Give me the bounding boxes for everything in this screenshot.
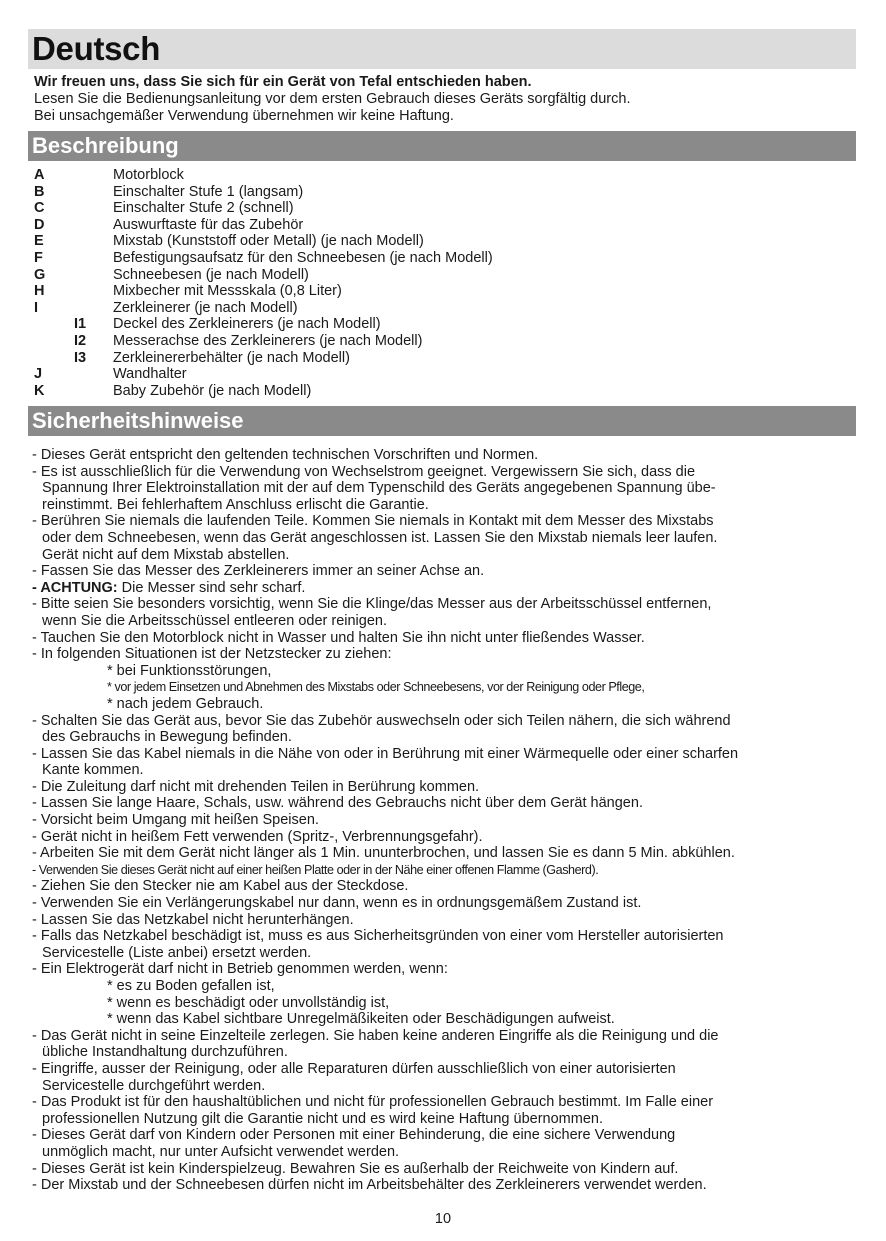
safety-subitem: * wenn das Kabel sichtbare Unregelmäßikeiten oder Beschädigungen aufweist. (107, 1011, 615, 1028)
safety-line: - Lassen Sie das Netzkabel nicht herunterhängen. (32, 911, 354, 928)
item-text: Einschalter Stufe 2 (schnell) (113, 200, 294, 217)
item-letter: I (34, 299, 39, 316)
list-item (34, 350, 854, 367)
item-text: Schneebesen (je nach Modell) (113, 266, 309, 283)
item-sub: I3 (74, 349, 87, 366)
section-bar-sicherheit (28, 406, 856, 436)
safety-line: - Lassen Sie lange Haare, Schals, usw. während des Gebrauchs nicht über dem Gerät hängen. (32, 795, 643, 812)
safety-line: reinstimmt. Bei fehlerhaftem Anschluss erlischt die Garantie. (42, 496, 429, 513)
safety-line: oder dem Schneebesen, wenn das Gerät angeschlossen ist. Lassen Sie den Mixstab niemals leer laufen. (42, 529, 718, 546)
safety-line: Kante kommen. (42, 762, 144, 779)
item-sub: I2 (74, 332, 87, 349)
intro-bold-line: Wir freuen uns, dass Sie sich für ein Gerät von Tefal entschieden haben. (34, 74, 532, 90)
section-heading-beschreibung: Beschreibung (32, 133, 179, 158)
item-letter: A (34, 167, 45, 183)
safety-line: - Verwenden Sie ein Verlängerungskabel nur dann, wenn es in ordnungsgemäßem Zustand ist. (32, 895, 642, 912)
description-list (34, 167, 854, 399)
section-heading-sicherheit: Sicherheitshinweise (32, 408, 244, 433)
safety-line: - Schalten Sie das Gerät aus, bevor Sie das Zubehör auswechseln oder sich Teilen nähern, die sich während (32, 712, 731, 729)
safety-line: - Ziehen Sie den Stecker nie am Kabel aus der Steckdose. (32, 878, 409, 895)
safety-line: - Dieses Gerät darf von Kindern oder Personen mit einer Behinderung, die eine sichere Verwendung (32, 1127, 676, 1144)
safety-line: - In folgenden Situationen ist der Netzstecker zu ziehen: (32, 646, 392, 663)
safety-line: unmöglich macht, nur unter Aufsicht verwendet werden. (42, 1143, 400, 1160)
safety-line: - Dieses Gerät entspricht den geltenden technischen Vorschriften und Normen. (32, 447, 539, 463)
safety-line: - Gerät nicht in heißem Fett verwenden (Spritz-, Verbrennungsgefahr). (32, 828, 483, 845)
list-item (34, 167, 854, 184)
item-text: Zerkleinerer (je nach Modell) (113, 299, 298, 316)
list-item (34, 333, 854, 350)
item-letter: E (34, 233, 44, 250)
safety-line: Servicestelle durchgeführt werden. (42, 1077, 266, 1094)
item-letter: K (34, 382, 45, 399)
intro-line: Bei unsachgemäßer Verwendung übernehmen wir keine Haftung. (34, 108, 454, 124)
page-number: 10 (434, 1211, 452, 1227)
safety-line: - Arbeiten Sie mit dem Gerät nicht länger als 1 Min. ununterbrochen, und lassen Sie es dann 5 Min. abkühlen. (32, 845, 735, 862)
item-text: Einschalter Stufe 1 (langsam) (113, 183, 304, 200)
safety-line: des Gebrauchs in Bewegung befinden. (42, 729, 292, 746)
list-item (34, 184, 854, 201)
item-letter: F (34, 249, 43, 266)
item-text: Mixbecher mit Messskala (0,8 Liter) (113, 283, 342, 300)
safety-line: - Ein Elektrogerät darf nicht in Betrieb genommen werden, wenn: (32, 961, 448, 978)
item-text: Befestigungsaufsatz für den Schneebesen (je nach Modell) (113, 249, 493, 266)
safety-line: - Das Produkt ist für den haushaltüblichen und nicht für professionellen Gebrauch bestimmt. Im Falle einer (32, 1094, 714, 1111)
list-item (34, 300, 854, 317)
safety-line: - Bitte seien Sie besonders vorsichtig, wenn Sie die Klinge/das Messer aus der Arbeitsschüssel entfernen, (32, 596, 712, 613)
safety-line: - Es ist ausschließlich für die Verwendung von Wechselstrom geeignet. Vergewissern Sie sich, dass die (32, 463, 696, 480)
safety-line: - Das Gerät nicht in seine Einzelteile zerlegen. Sie haben keine anderen Eingriffe als die Reinigung und die (32, 1027, 719, 1044)
intro-block (34, 74, 854, 125)
page-title: Deutsch (32, 30, 161, 67)
item-letter: J (34, 366, 43, 383)
list-item (34, 283, 854, 300)
safety-line: - Fassen Sie das Messer des Zerkleinerers immer an seiner Achse an. (32, 563, 485, 580)
list-item (34, 233, 854, 250)
item-text: Motorblock (113, 167, 184, 183)
safety-line: - Tauchen Sie den Motorblock nicht in Wasser und halten Sie ihn nicht unter fließendes Wasser. (32, 629, 645, 646)
list-item (34, 316, 854, 333)
safety-line: - Dieses Gerät ist kein Kinderspielzeug. Bewahren Sie es außerhalb der Reichweite von Kindern auf. (32, 1160, 679, 1177)
safety-list (32, 447, 862, 1194)
title-bar (28, 29, 856, 69)
list-item (34, 200, 854, 217)
section-bar-beschreibung (28, 131, 856, 161)
safety-line: professionellen Nutzung gilt die Garantie nicht und es wird keine Haftung übernommen. (42, 1110, 603, 1127)
safety-subitem: * vor jedem Einsetzen und Abnehmen des Mixstabs oder Schneebesens, vor der Reinigung oder Pflege, (107, 680, 645, 695)
safety-line: - Vorsicht beim Umgang mit heißen Speisen. (32, 812, 319, 829)
item-sub: I1 (74, 316, 87, 333)
safety-line: - Eingriffe, ausser der Reinigung, oder alle Reparaturen dürfen ausschließlich von einer autorisierten (32, 1060, 676, 1077)
safety-line: übliche Instandhaltung durchzuführen. (42, 1044, 288, 1061)
safety-line: Gerät nicht auf dem Mixstab abstellen. (42, 546, 290, 563)
list-item (34, 366, 854, 383)
list-item (34, 217, 854, 234)
safety-line: Spannung Ihrer Elektroinstallation mit der auf dem Typenschild des Geräts angegebenen Spannung übe- (42, 480, 716, 497)
list-item (34, 267, 854, 284)
item-text: Wandhalter (113, 366, 187, 383)
item-text: Zerkleinererbehälter (je nach Modell) (113, 349, 350, 366)
item-letter: B (34, 183, 45, 200)
list-item (34, 383, 854, 400)
warning-label: - ACHTUNG: (32, 579, 118, 596)
item-letter: H (34, 283, 45, 300)
item-text: Mixstab (Kunststoff oder Metall) (je nach Modell) (113, 233, 424, 250)
safety-line: - Berühren Sie niemals die laufenden Teile. Kommen Sie niemals in Kontakt mit dem Messer des Mixstabs (32, 513, 714, 530)
safety-subitem: * es zu Boden gefallen ist, (107, 978, 275, 994)
item-letter: D (34, 216, 45, 233)
safety-line: - Der Mixstab und der Schneebesen dürfen nicht im Arbeitsbehälter des Zerkleinerers verwendet werden. (32, 1177, 707, 1194)
safety-line: - Lassen Sie das Kabel niemals in die Nähe von oder in Berührung mit einer Wärmequelle oder einer scharfen (32, 745, 739, 762)
safety-subitem: * nach jedem Gebrauch. (107, 695, 264, 712)
item-text: Deckel des Zerkleinerers (je nach Modell) (113, 316, 381, 333)
item-text: Auswurftaste für das Zubehör (113, 216, 304, 233)
safety-line: - Falls das Netzkabel beschädigt ist, muss es aus Sicherheitsgründen von einer vom Hersteller autorisierten (32, 928, 724, 945)
safety-subitem: * bei Funktionsstörungen, (107, 662, 272, 679)
item-letter: C (34, 200, 45, 217)
list-item (34, 250, 854, 267)
item-text: Baby Zubehör (je nach Modell) (113, 382, 312, 399)
safety-subitem: * wenn es beschädigt oder unvollständig ist, (107, 994, 390, 1011)
safety-line: Servicestelle (Liste anbei) ersetzt werden. (42, 944, 312, 961)
safety-line: - Die Zuleitung darf nicht mit drehenden Teilen in Berührung kommen. (32, 778, 480, 795)
item-letter: G (34, 266, 46, 283)
safety-line: wenn Sie die Arbeitsschüssel entleeren oder reinigen. (42, 612, 387, 629)
item-text: Messerachse des Zerkleinerers (je nach Modell) (113, 332, 423, 349)
safety-line (32, 580, 862, 597)
safety-line: - Verwenden Sie dieses Gerät nicht auf einer heißen Platte oder in der Nähe einer offenen Flamme (Gasherd). (32, 862, 599, 877)
warning-text: Die Messer sind sehr scharf. (117, 579, 306, 596)
intro-line: Lesen Sie die Bedienungsanleitung vor dem ersten Gebrauch dieses Geräts sorgfältig durch. (34, 91, 631, 107)
